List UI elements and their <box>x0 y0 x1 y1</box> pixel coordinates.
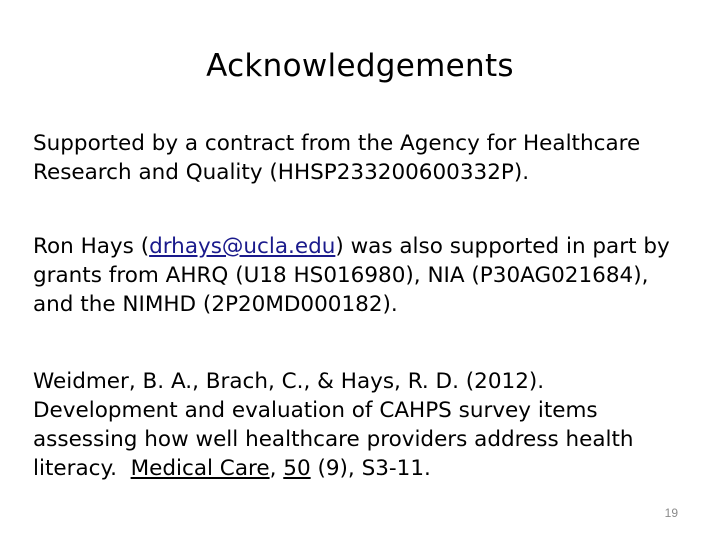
funding-line-1: Supported by a contract from the Agency for Healthcare <box>33 131 641 156</box>
funding-line-2: Research and Quality (HHSP233200600332P). <box>33 160 530 185</box>
email-link[interactable]: drhays@ucla.edu <box>149 234 336 259</box>
citation-line-4 <box>33 454 703 483</box>
slide-number: 19 <box>664 506 678 520</box>
funding-paragraph <box>33 129 703 187</box>
slide-title: Acknowledgements <box>206 48 514 84</box>
citation-line-4-end: (9), S3-11. <box>310 456 431 481</box>
support-line-1-start: Ron Hays ( <box>33 234 150 259</box>
citation-line-3: assessing how well healthcare providers address health <box>33 427 634 452</box>
citation-paragraph <box>33 367 703 483</box>
support-line-1 <box>33 232 703 261</box>
citation-line-4-start: literacy. <box>33 456 131 481</box>
support-line-3: and the NIMHD (2P20MD000182). <box>33 292 398 317</box>
citation-line-2: Development and evaluation of CAHPS survey items <box>33 398 598 423</box>
support-line-2: grants from AHRQ (U18 HS016980), NIA (P30AG021684), <box>33 263 649 288</box>
journal-volume: 50 <box>283 456 311 481</box>
citation-line-1: Weidmer, B. A., Brach, C., & Hays, R. D. (2012). <box>33 369 545 394</box>
support-paragraph <box>33 232 703 319</box>
support-line-1-end: ) was also supported in part by <box>335 234 670 259</box>
citation-comma: , <box>269 456 284 481</box>
journal-name: Medical Care <box>130 456 270 481</box>
